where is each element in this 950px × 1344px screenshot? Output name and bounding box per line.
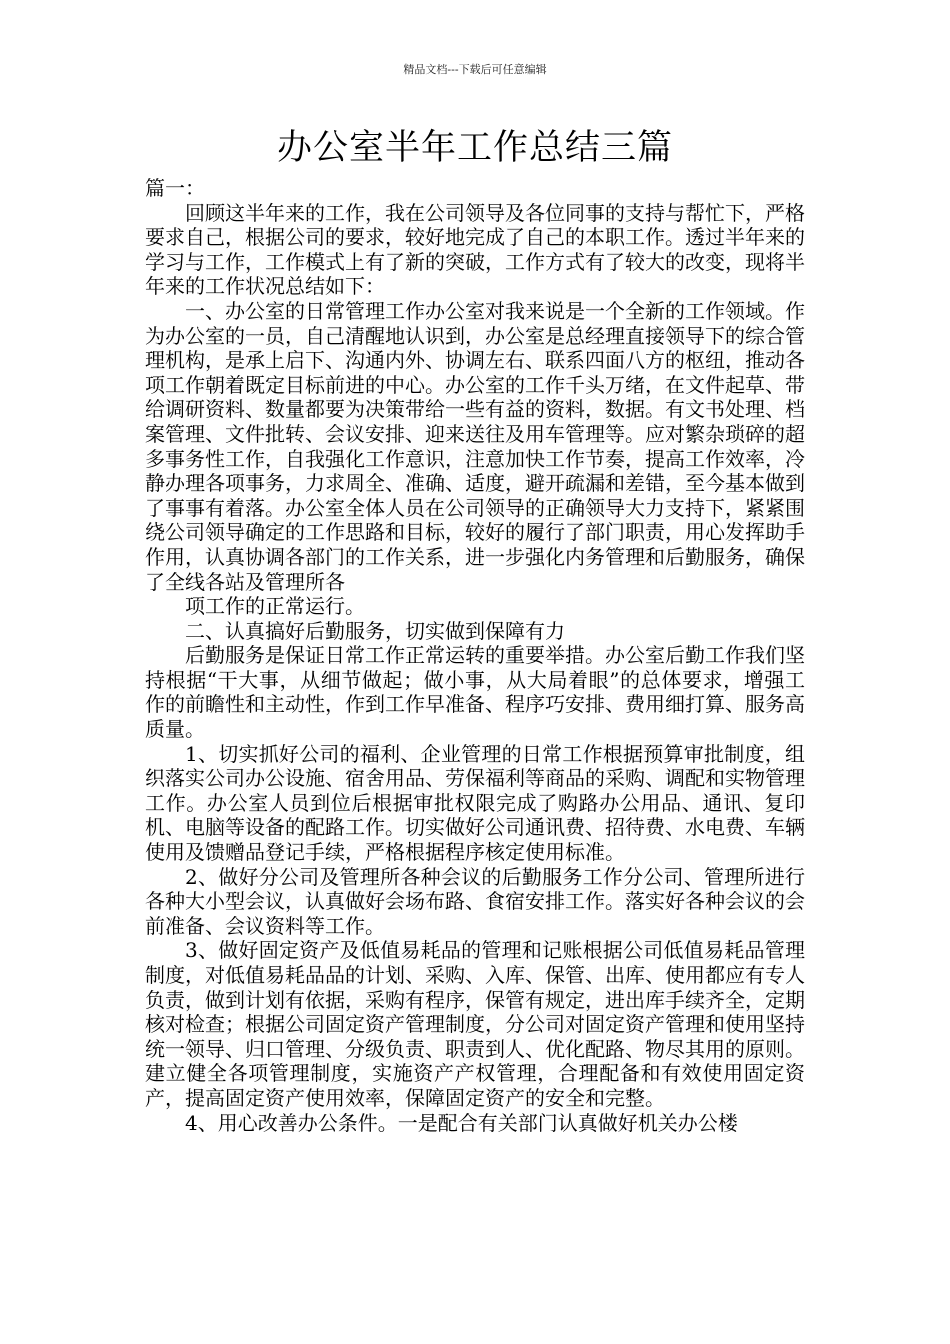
document-body (145, 176, 805, 1135)
paragraph-item-3: 3、做好固定资产及低值易耗品的管理和记账根据公司低值易耗品管理制度，对低值易耗品品的计划、采购、入库、保管、出库、使用都应有专人负责，做到计划有依据，采购有程序，保管有规定，进出库手续齐全，定期核对检查；根据公司固定资产管理制度，分公司对固定资产管理和使用坚持统一领导、归口管理、分级负责、职责到人、优化配路、物尽其用的原则。建立健全各项管理制度，实施资产产权管理，合理配备和有效使用固定资产，提高固定资产使用效率，保障固定资产的安全和完整。 (145, 938, 805, 1110)
paragraph-item-2: 2、做好分公司及管理所各种会议的后勤服务工作分公司、管理所进行各种大小型会议，认真做好会场布路、食宿安排工作。落实好各种会议的会前准备、会议资料等工作。 (145, 864, 805, 938)
section-label: 篇一： (145, 176, 205, 200)
paragraph-heading-logistics: 二、认真搞好后勤服务，切实做到保障有力 (185, 618, 565, 643)
paragraph-intro: 回顾这半年来的工作，我在公司领导及各位同事的支持与帮忙下，严格要求自己，根据公司的要求，较好地完成了自己的本职工作。透过半年来的学习与工作，工作模式上有了新的突破，工作方式有了较大的改变，现将半年来的工作状况总结如下： (145, 200, 805, 299)
paragraph-daily-management-end: 项工作的正常运行。 (185, 594, 365, 619)
paragraph-daily-management: 一、办公室的日常管理工作办公室对我来说是一个全新的工作领域。作为办公室的一员，自己清醒地认识到，办公室是总经理直接领导下的综合管理机构，是承上启下、沟通内外、协调左右、联系四面八方的枢纽，推动各项工作朝着既定目标前进的中心。办公室的工作千头万绪，在文件起草、带给调研资料、数量都要为决策带给一些有益的资料，数据。有文书处理、档案管理、文件批转、会议安排、迎来送往及用车管理等。应对繁杂琐碎的超多事务性工作，自我强化工作意识，注意加快工作节奏，提高工作效率，冷静办理各项事务，力求周全、准确、适度，避开疏漏和差错，至今基本做到了事事有着落。办公室全体人员在公司领导的正确领导大力支持下，紧紧围绕公司领导确定的工作思路和目标，较好的履行了部门职责，用心发挥助手作用，认真协调各部门的工作关系，进一步强化内务管理和后勤服务，确保了全线各站及管理所各 (145, 298, 805, 594)
paragraph-item-1: 1、切实抓好公司的福利、企业管理的日常工作根据预算审批制度，组织落实公司办公设施、宿舍用品、劳保福利等商品的采购、调配和实物管理工作。办公室人员到位后根据审批权限完成了购路办公用品、通讯、复印机、电脑等设备的配路工作。切实做好公司通讯费、招待费、水电费、车辆使用及馈赠品登记手续，严格根据程序核定使用标准。 (145, 741, 805, 865)
paragraph-logistics-intro: 后勤服务是保证日常工作正常运转的重要举措。办公室后勤工作我们坚持根据“干大事，从细节做起；做小事，从大局着眼”的总体要求，增强工作的前瞻性和主动性，作到工作早准备、程序巧安排、费用细打算、服务高质量。 (145, 643, 805, 742)
paragraph-item-4: 4、用心改善办公条件。一是配合有关部门认真做好机关办公楼 (185, 1110, 738, 1135)
document-title: 办公室半年工作总结三篇 (276, 128, 673, 168)
header-note: 精品文档---下载后可任意编辑 (403, 63, 547, 76)
